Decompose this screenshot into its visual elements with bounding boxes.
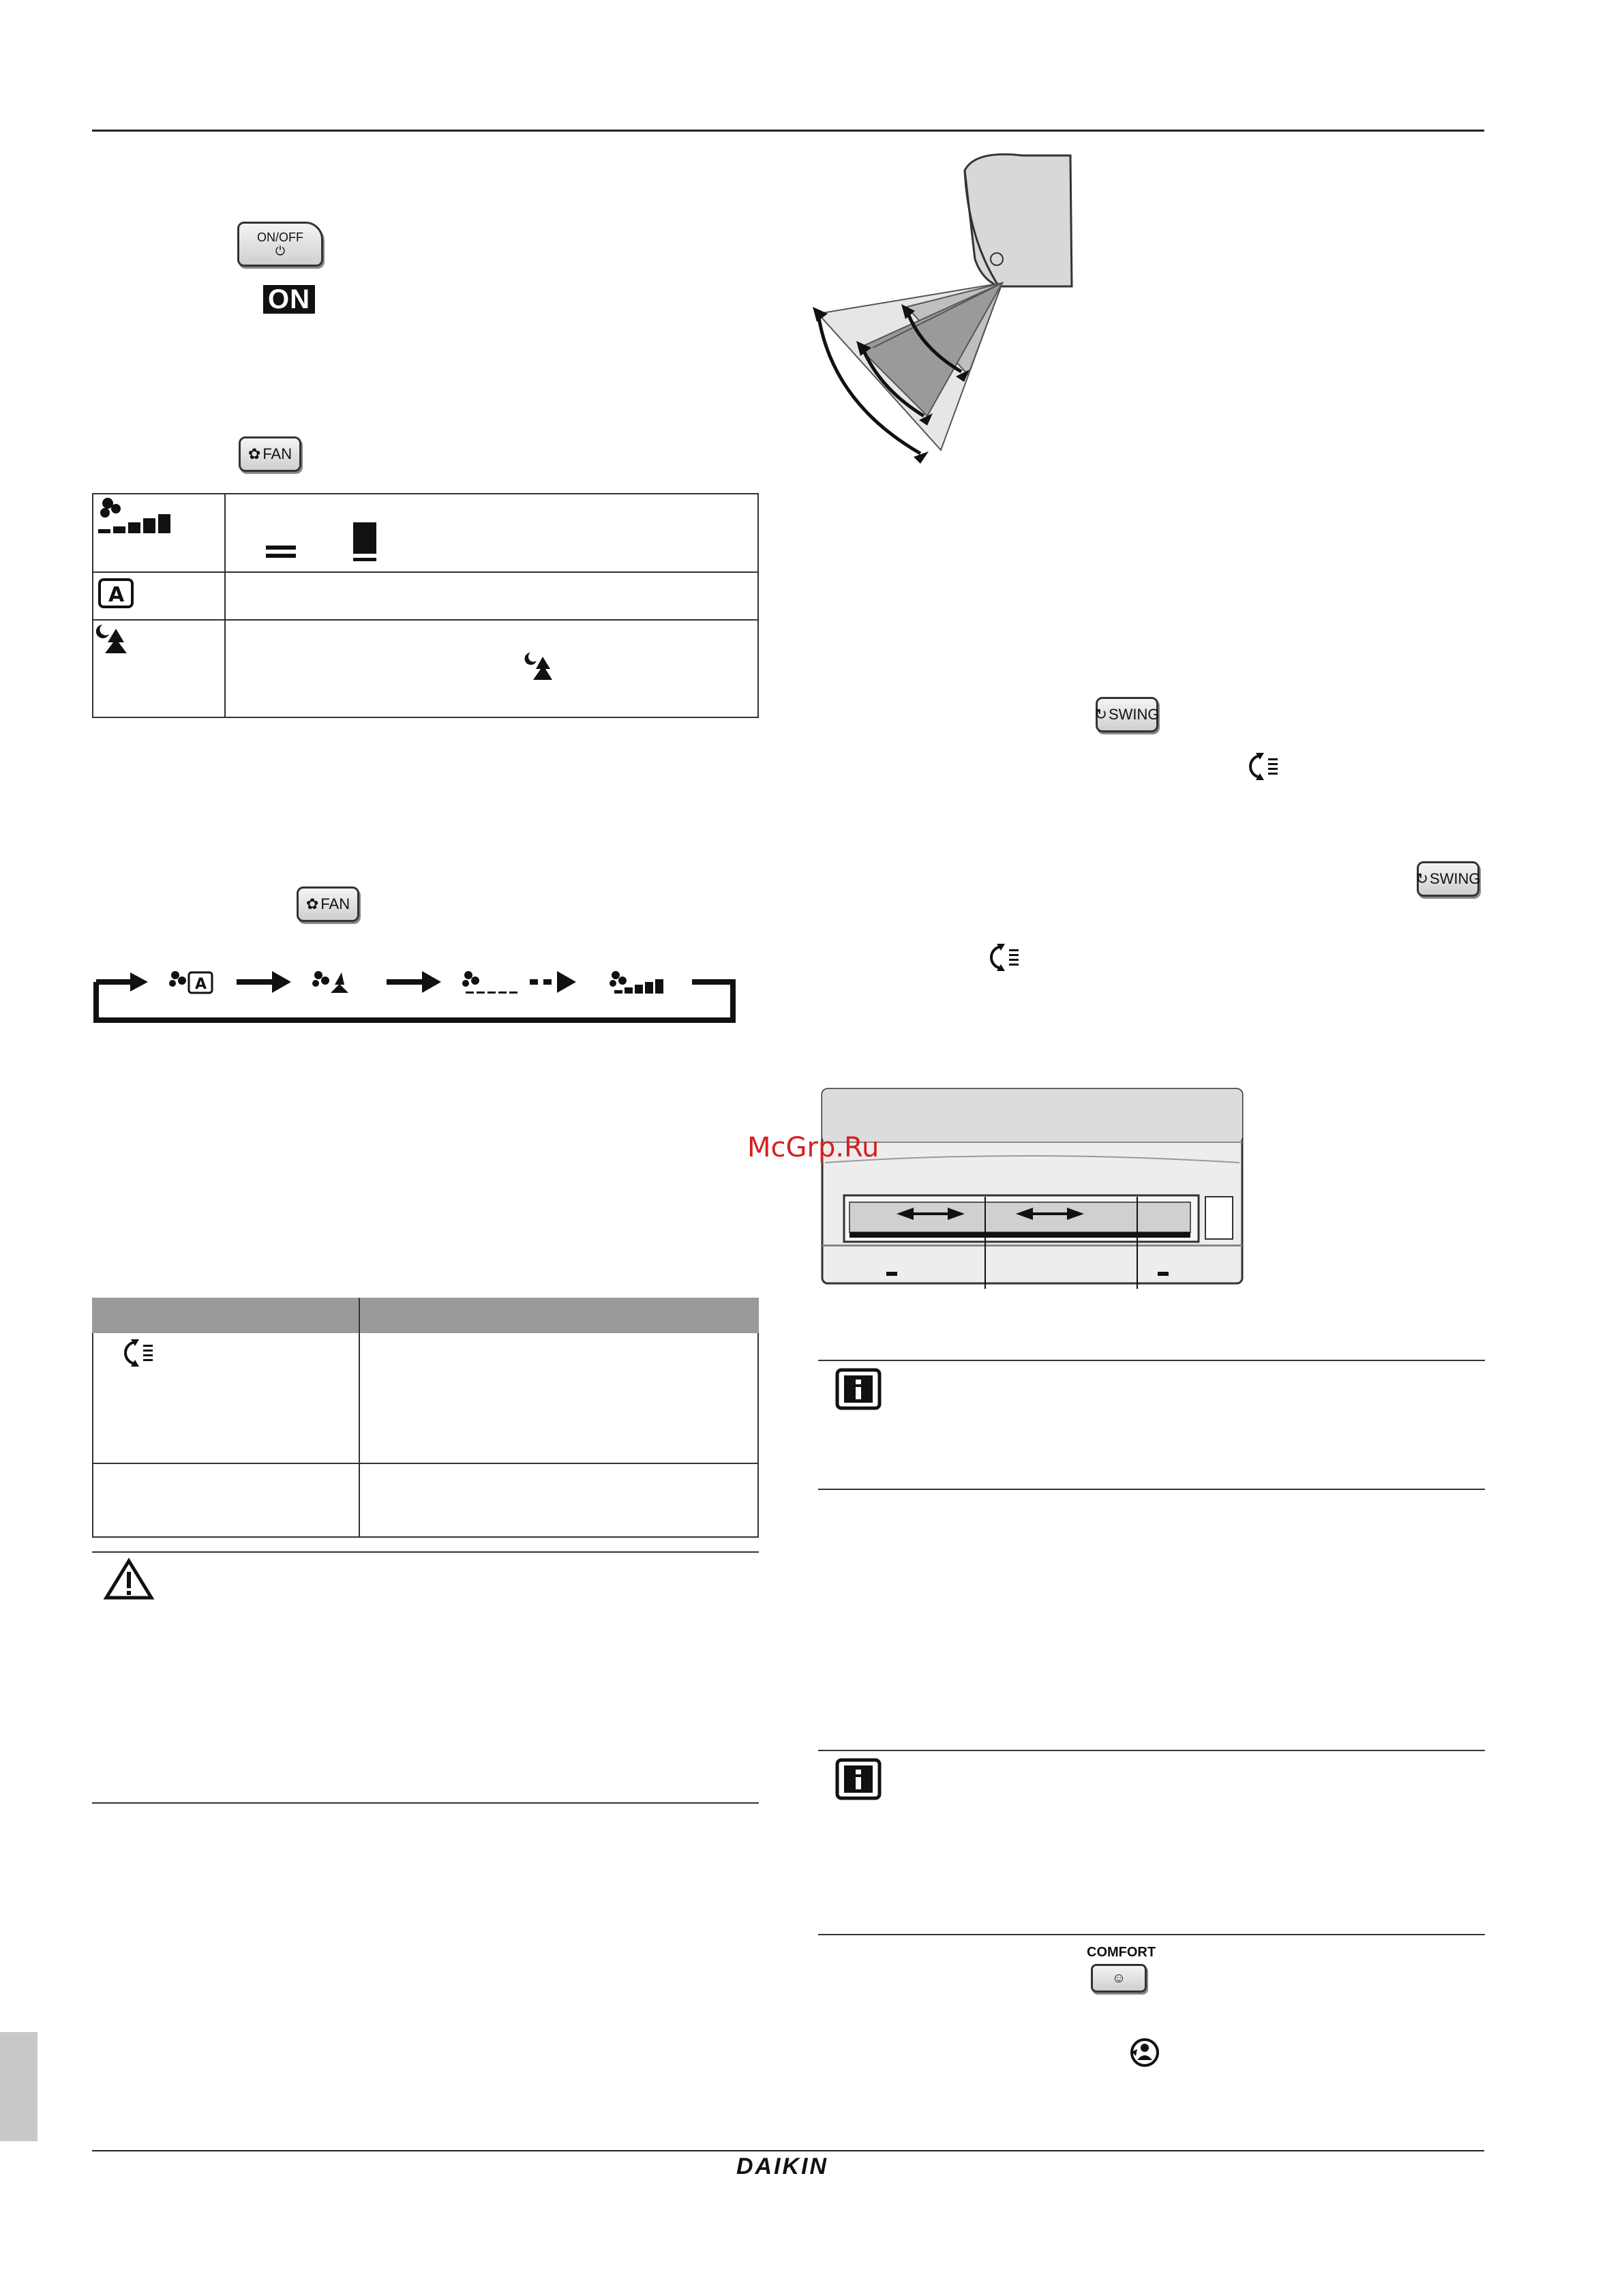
- fan-button[interactable]: [239, 436, 301, 472]
- onoff-button[interactable]: [237, 222, 323, 267]
- info-icon: [834, 1757, 882, 1801]
- silent-fan-icon: [525, 651, 555, 683]
- fan-table-row-line: [92, 571, 759, 573]
- caution-top-rule: [92, 1551, 759, 1553]
- swing-button-label: SWING: [1429, 870, 1481, 887]
- fan-cycle-diagram: [92, 960, 740, 1025]
- indoor-unit-front-diagram: [818, 1088, 1248, 1292]
- brand-logo: DAIKIN: [736, 2153, 829, 2179]
- section-tab: [0, 2032, 37, 2141]
- on-indicator: [263, 285, 315, 314]
- fan-table-row-line: [92, 619, 759, 621]
- swing-table-header: [92, 1298, 759, 1333]
- info-bottom-rule: [818, 1934, 1485, 1935]
- fan-button-label: FAN: [262, 445, 292, 462]
- warning-icon: [104, 1558, 154, 1600]
- vertical-swing-icon: [990, 942, 1021, 974]
- swing-button[interactable]: [1096, 697, 1158, 732]
- swing-table-row-line: [92, 1463, 759, 1464]
- comfort-button-label: COMFORT: [1087, 1945, 1156, 1960]
- swing-button[interactable]: [1417, 861, 1479, 897]
- silent-fan-icon: [95, 622, 130, 656]
- swing-button-icon: ↻: [1415, 870, 1428, 887]
- info-top-rule: [818, 1360, 1485, 1361]
- fan-icon: ✿: [305, 895, 319, 912]
- caution-bottom-rule: [92, 1802, 759, 1804]
- svg-text:A: A: [195, 976, 207, 993]
- swing-button-label: SWING: [1108, 706, 1160, 723]
- auto-fan-icon: [97, 577, 135, 611]
- vertical-swing-icon: [124, 1338, 155, 1369]
- comfort-airflow-icon: [1129, 2037, 1160, 2068]
- fan-level-max-icon: [353, 522, 376, 562]
- on-indicator-label: ON: [268, 284, 310, 314]
- svg-text:A: A: [108, 583, 125, 607]
- airflow-angle-diagram: [805, 143, 1098, 464]
- info-icon: [834, 1367, 882, 1411]
- power-icon: ⏻: [275, 244, 286, 258]
- swing-button-icon: ↻: [1094, 706, 1107, 723]
- watermark: McGrp.Ru: [747, 1132, 879, 1163]
- comfort-button[interactable]: [1091, 1964, 1147, 1993]
- fan-level-min-icon: [266, 546, 296, 561]
- swing-table-divider: [359, 1298, 360, 1538]
- fan-table-divider: [224, 493, 226, 718]
- fan-level-icon: [95, 495, 170, 536]
- fan-button-label: FAN: [320, 895, 350, 912]
- footer-rule: [92, 2150, 1484, 2151]
- vertical-swing-icon: [1249, 751, 1280, 783]
- fan-speed-table: [92, 493, 759, 718]
- fan-icon: ✿: [247, 445, 261, 462]
- info-top-rule: [818, 1750, 1485, 1751]
- comfort-icon: ☺: [1111, 1970, 1126, 1986]
- onoff-button-label: ON/OFF: [257, 230, 303, 244]
- swing-table: [92, 1298, 759, 1538]
- fan-button[interactable]: [297, 886, 359, 922]
- info-bottom-rule: [818, 1489, 1485, 1490]
- header-rule: [92, 130, 1484, 132]
